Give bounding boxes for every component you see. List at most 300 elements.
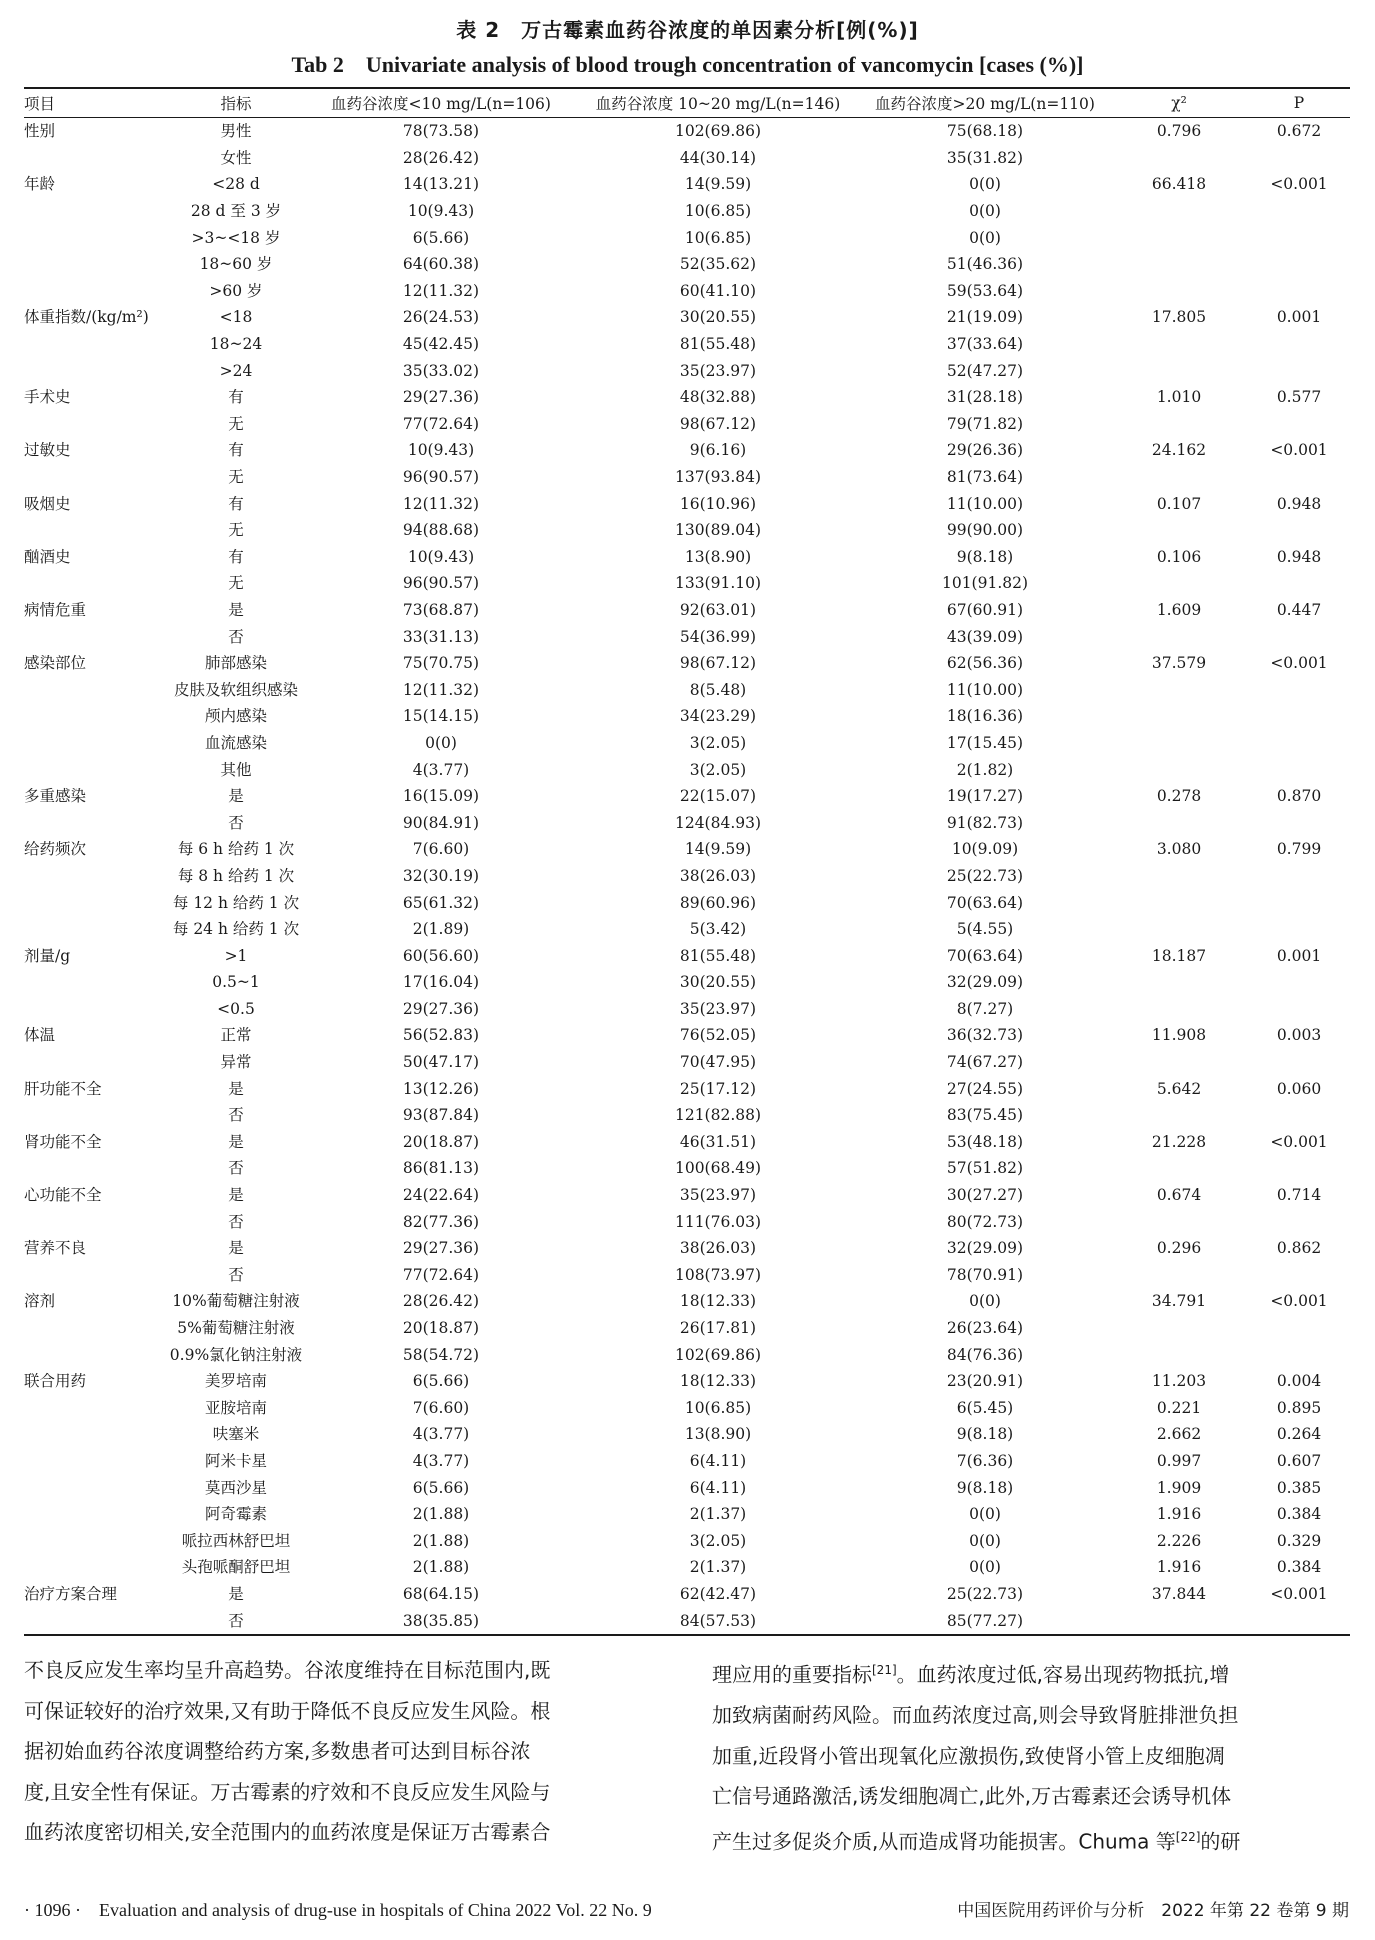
row-item: 病情危重 xyxy=(24,600,87,619)
cell-group-mid: 124(84.93) xyxy=(674,813,762,832)
cell-group-low: 14(13.21) xyxy=(402,175,480,194)
cell-p-value: <0.001 xyxy=(1270,1292,1328,1311)
cell-p-value xyxy=(1248,1102,1350,1129)
citation-ref: [22] xyxy=(1175,1829,1201,1844)
row-item xyxy=(24,517,166,544)
row-indicator: 否 xyxy=(228,1106,244,1125)
row-item: 酗酒史 xyxy=(24,547,71,566)
row-indicator: 莫西沙星 xyxy=(204,1478,267,1497)
cell-group-mid: 2(1.37) xyxy=(689,1505,747,1524)
row-item xyxy=(24,198,166,225)
cell-group-low: 6(5.66) xyxy=(412,228,470,247)
cell-group-low: 29(27.36) xyxy=(402,388,480,407)
cell-chi-square xyxy=(1110,278,1248,305)
cell-group-high: 27(24.55) xyxy=(946,1079,1024,1098)
cell-group-low: 16(15.09) xyxy=(402,787,480,806)
row-indicator: <28 d xyxy=(212,175,260,194)
table-row xyxy=(24,756,1350,783)
table-row xyxy=(24,490,1350,517)
cell-group-low: 65(61.32) xyxy=(402,893,480,912)
table-row xyxy=(24,650,1350,677)
row-indicator: 哌拉西林舒巴坦 xyxy=(181,1531,291,1550)
row-item xyxy=(24,1527,166,1554)
row-indicator: 否 xyxy=(228,1611,244,1630)
row-item: 营养不良 xyxy=(24,1239,87,1258)
cell-p-value: 0.862 xyxy=(1276,1239,1322,1258)
cell-group-low: 28(26.42) xyxy=(402,148,480,167)
row-indicator: 阿米卡星 xyxy=(204,1451,267,1470)
cell-group-mid: 89(60.96) xyxy=(679,893,757,912)
cell-group-mid: 121(82.88) xyxy=(674,1106,762,1125)
table-row xyxy=(24,1315,1350,1342)
cell-group-high: 81(73.64) xyxy=(946,468,1024,487)
cell-group-mid: 48(32.88) xyxy=(679,388,757,407)
row-item xyxy=(24,411,166,438)
row-indicator: 有 xyxy=(228,494,244,513)
cell-group-high: 10(9.09) xyxy=(951,840,1019,859)
row-item: 体重指数/(kg/m²) xyxy=(24,308,149,327)
cell-group-high: 29(26.36) xyxy=(946,441,1024,460)
cell-group-mid: 92(63.01) xyxy=(679,600,757,619)
row-item xyxy=(24,1395,166,1422)
row-item xyxy=(24,863,166,890)
cell-group-low: 20(18.87) xyxy=(402,1132,480,1151)
cell-p-value: 0.447 xyxy=(1276,600,1322,619)
cell-group-low: 24(22.64) xyxy=(402,1186,480,1205)
row-indicator: 每 8 h 给药 1 次 xyxy=(177,866,295,885)
cell-group-mid: 81(55.48) xyxy=(679,335,757,354)
cell-chi-square: 34.791 xyxy=(1151,1292,1207,1311)
cell-chi-square: 1.909 xyxy=(1156,1478,1202,1497)
cell-group-high: 70(63.64) xyxy=(946,893,1024,912)
cell-group-high: 32(29.09) xyxy=(946,1239,1024,1258)
body-right-text: 。血药浓度过低,容易出现药物抵抗,增 xyxy=(896,1662,1230,1687)
cell-group-mid: 26(17.81) xyxy=(679,1319,757,1338)
cell-chi-square xyxy=(1110,969,1248,996)
cell-p-value: 0.895 xyxy=(1276,1398,1322,1417)
cell-group-low: 10(9.43) xyxy=(407,441,475,460)
cell-p-value: 0.384 xyxy=(1276,1558,1322,1577)
row-item: 吸烟史 xyxy=(24,494,71,513)
cell-group-high: 6(5.45) xyxy=(956,1398,1014,1417)
table-row xyxy=(24,224,1350,251)
table-row xyxy=(24,942,1350,969)
cell-p-value: 0.001 xyxy=(1276,946,1322,965)
cell-p-value xyxy=(1248,730,1350,757)
cell-p-value: 0.870 xyxy=(1276,787,1322,806)
body-right-line: 加致病菌耐药风险。而血药浓度过高,则会导致肾脏排泄负担 xyxy=(712,1703,1239,1728)
cell-group-high: 17(15.45) xyxy=(946,733,1024,752)
cell-group-mid: 14(9.59) xyxy=(684,840,752,859)
cell-group-high: 0(0) xyxy=(969,1558,1001,1577)
cell-chi-square xyxy=(1110,756,1248,783)
header-item: 项目 xyxy=(24,95,56,113)
cell-chi-square xyxy=(1110,1049,1248,1076)
cell-group-mid: 130(89.04) xyxy=(674,521,762,540)
row-item: 剂量/g xyxy=(24,946,71,965)
row-indicator: 是 xyxy=(228,787,244,806)
cell-group-high: 8(7.27) xyxy=(956,999,1014,1018)
cell-chi-square: 18.187 xyxy=(1151,946,1207,965)
cell-chi-square: 21.228 xyxy=(1151,1132,1207,1151)
row-item xyxy=(24,1448,166,1475)
footer-journal-cn: 中国医院用药评价与分析 2022 年第 22 卷第 9 期 xyxy=(957,1901,1349,1921)
cell-p-value: <0.001 xyxy=(1270,175,1328,194)
cell-group-mid: 5(3.42) xyxy=(689,920,747,939)
table-row xyxy=(24,969,1350,996)
row-indicator: 是 xyxy=(228,1186,244,1205)
row-item: 肝功能不全 xyxy=(24,1079,102,1098)
table-row xyxy=(24,517,1350,544)
cell-group-mid: 46(31.51) xyxy=(679,1132,757,1151)
row-indicator: 无 xyxy=(228,414,244,433)
row-indicator: 否 xyxy=(228,1159,244,1178)
row-indicator: 无 xyxy=(228,468,244,487)
row-item: 过敏史 xyxy=(24,441,71,460)
table-row xyxy=(24,1554,1350,1581)
cell-chi-square xyxy=(1110,1341,1248,1368)
cell-group-low: 29(27.36) xyxy=(402,999,480,1018)
row-item xyxy=(24,278,166,305)
row-indicator: 是 xyxy=(228,1239,244,1258)
cell-p-value: 0.948 xyxy=(1276,547,1322,566)
cell-chi-square xyxy=(1110,1208,1248,1235)
row-indicator: 每 6 h 给药 1 次 xyxy=(177,840,295,859)
cell-group-high: 7(6.36) xyxy=(956,1451,1014,1470)
row-item: 心功能不全 xyxy=(24,1186,102,1205)
cell-p-value xyxy=(1248,809,1350,836)
cell-group-high: 35(31.82) xyxy=(946,148,1024,167)
row-indicator: 亚胺培南 xyxy=(204,1398,267,1417)
cell-chi-square xyxy=(1110,1315,1248,1342)
table-row xyxy=(24,304,1350,331)
row-item xyxy=(24,1315,166,1342)
row-indicator: 颅内感染 xyxy=(204,707,267,726)
cell-group-mid: 13(8.90) xyxy=(684,547,752,566)
table-row xyxy=(24,570,1350,597)
table-row xyxy=(24,1129,1350,1156)
cell-p-value xyxy=(1248,224,1350,251)
cell-group-low: 56(52.83) xyxy=(402,1026,480,1045)
header-group-low: 血药谷浓度<10 mg/L(n=106) xyxy=(331,95,551,113)
body-right-line: 加重,近段肾小管出现氧化应激损伤,致使肾小管上皮细胞凋 xyxy=(712,1743,1225,1768)
cell-group-high: 25(22.73) xyxy=(946,866,1024,885)
cell-chi-square: 0.107 xyxy=(1156,494,1202,513)
table-row xyxy=(24,863,1350,890)
cell-group-low: 10(9.43) xyxy=(407,202,475,221)
cell-group-high: 53(48.18) xyxy=(946,1132,1024,1151)
cell-chi-square: 0.296 xyxy=(1156,1239,1202,1258)
body-right-line xyxy=(712,1817,1352,1862)
table-row xyxy=(24,1049,1350,1076)
cell-group-high: 43(39.09) xyxy=(946,627,1024,646)
row-item: 性别 xyxy=(24,122,56,141)
table-row xyxy=(24,1341,1350,1368)
cell-group-high: 57(51.82) xyxy=(946,1159,1024,1178)
cell-p-value: <0.001 xyxy=(1270,1584,1328,1603)
cell-group-high: 59(53.64) xyxy=(946,281,1024,300)
cell-group-low: 73(68.87) xyxy=(402,600,480,619)
cell-group-low: 7(6.60) xyxy=(412,840,470,859)
cell-chi-square: 1.916 xyxy=(1156,1505,1202,1524)
row-item xyxy=(24,145,166,172)
citation-ref: [21] xyxy=(872,1663,897,1677)
cell-group-mid: 6(4.11) xyxy=(689,1478,747,1497)
cell-group-low: 29(27.36) xyxy=(402,1239,480,1258)
cell-group-low: 60(56.60) xyxy=(402,946,480,965)
cell-group-high: 99(90.00) xyxy=(946,521,1024,540)
table-row xyxy=(24,278,1350,305)
row-item: 治疗方案合理 xyxy=(24,1584,118,1603)
cell-group-high: 70(63.64) xyxy=(946,946,1024,965)
cell-group-high: 51(46.36) xyxy=(946,255,1024,274)
row-item xyxy=(24,1049,166,1076)
cell-chi-square: 0.796 xyxy=(1156,122,1202,141)
cell-group-low: 33(31.13) xyxy=(402,627,480,646)
cell-group-high: 91(82.73) xyxy=(946,813,1024,832)
cell-chi-square: 66.418 xyxy=(1151,175,1207,194)
cell-p-value xyxy=(1248,1155,1350,1182)
row-indicator: 异常 xyxy=(220,1053,252,1072)
cell-p-value xyxy=(1248,464,1350,491)
row-indicator: 28 d 至 3 岁 xyxy=(190,202,282,221)
cell-group-mid: 25(17.12) xyxy=(679,1079,757,1098)
table-row xyxy=(24,703,1350,730)
row-indicator: 10%葡萄糖注射液 xyxy=(172,1292,300,1311)
row-item xyxy=(24,1262,166,1289)
cell-group-low: 68(64.15) xyxy=(402,1584,480,1603)
cell-group-mid: 44(30.14) xyxy=(679,148,757,167)
row-item xyxy=(24,1102,166,1129)
table-row xyxy=(24,1607,1350,1635)
cell-group-mid: 81(55.48) xyxy=(679,946,757,965)
cell-chi-square: 3.080 xyxy=(1156,840,1202,859)
cell-chi-square xyxy=(1110,464,1248,491)
table-title-en: Tab 2 Univariate analysis of blood trough concentration of vancomycin [cases (%)] xyxy=(291,52,1084,77)
cell-group-high: 0(0) xyxy=(969,175,1001,194)
cell-p-value xyxy=(1248,1262,1350,1289)
row-indicator: <18 xyxy=(219,308,253,327)
cell-p-value xyxy=(1248,996,1350,1023)
cell-group-high: 18(16.36) xyxy=(946,707,1024,726)
row-indicator: 肺部感染 xyxy=(204,654,267,673)
cell-group-low: 77(72.64) xyxy=(402,414,480,433)
cell-group-high: 0(0) xyxy=(969,202,1001,221)
row-indicator: 有 xyxy=(228,441,244,460)
cell-chi-square: 24.162 xyxy=(1151,441,1207,460)
cell-chi-square xyxy=(1110,623,1248,650)
table-row xyxy=(24,1474,1350,1501)
cell-group-high: 5(4.55) xyxy=(956,920,1014,939)
header-group-high: 血药谷浓度>20 mg/L(n=110) xyxy=(875,95,1095,113)
table-row xyxy=(24,1527,1350,1554)
row-indicator: 每 12 h 给药 1 次 xyxy=(172,893,300,912)
cell-chi-square xyxy=(1110,703,1248,730)
cell-chi-square: 1.916 xyxy=(1156,1558,1202,1577)
cell-p-value xyxy=(1248,1315,1350,1342)
cell-p-value xyxy=(1248,1049,1350,1076)
cell-group-mid: 30(20.55) xyxy=(679,308,757,327)
row-item: 联合用药 xyxy=(24,1372,87,1391)
row-indicator: <0.5 xyxy=(217,999,255,1018)
row-indicator: 美罗培南 xyxy=(204,1372,267,1391)
row-indicator: >60 岁 xyxy=(209,281,263,300)
row-indicator: >24 xyxy=(219,361,253,380)
cell-p-value: 0.001 xyxy=(1276,308,1322,327)
cell-group-low: 50(47.17) xyxy=(402,1053,480,1072)
cell-group-low: 0(0) xyxy=(425,733,457,752)
cell-group-mid: 70(47.95) xyxy=(679,1053,757,1072)
cell-p-value xyxy=(1248,623,1350,650)
cell-chi-square xyxy=(1110,145,1248,172)
cell-group-low: 58(54.72) xyxy=(402,1345,480,1364)
cell-p-value: 0.264 xyxy=(1276,1425,1322,1444)
cell-chi-square: 0.674 xyxy=(1156,1186,1202,1205)
cell-chi-square xyxy=(1110,357,1248,384)
body-left-line: 据初始血药谷浓度调整给药方案,多数患者可达到目标谷浓 xyxy=(24,1739,531,1763)
table-row xyxy=(24,1235,1350,1262)
cell-group-mid: 100(68.49) xyxy=(674,1159,762,1178)
cell-group-low: 2(1.88) xyxy=(412,1558,470,1577)
cell-p-value xyxy=(1248,863,1350,890)
cell-group-mid: 35(23.97) xyxy=(679,1186,757,1205)
table-row xyxy=(24,783,1350,810)
row-indicator: 皮肤及软组织感染 xyxy=(173,680,298,699)
table-row xyxy=(24,836,1350,863)
row-indicator: >1 xyxy=(224,946,248,965)
row-item: 体温 xyxy=(24,1026,56,1045)
header-group-mid: 血药谷浓度 10~20 mg/L(n=146) xyxy=(595,95,841,113)
row-indicator: 女性 xyxy=(220,148,252,167)
cell-group-mid: 9(6.16) xyxy=(689,441,747,460)
cell-group-mid: 10(6.85) xyxy=(684,228,752,247)
cell-chi-square xyxy=(1110,1607,1248,1635)
cell-group-high: 67(60.91) xyxy=(946,600,1024,619)
row-item xyxy=(24,969,166,996)
row-item xyxy=(24,889,166,916)
cell-group-mid: 18(12.33) xyxy=(679,1372,757,1391)
row-item xyxy=(24,251,166,278)
row-item xyxy=(24,676,166,703)
row-item xyxy=(24,1474,166,1501)
cell-group-high: 78(70.91) xyxy=(946,1265,1024,1284)
row-indicator: 有 xyxy=(228,547,244,566)
row-item xyxy=(24,916,166,943)
row-indicator: 血流感染 xyxy=(204,733,267,752)
cell-group-high: 52(47.27) xyxy=(946,361,1024,380)
table-row xyxy=(24,1102,1350,1129)
cell-group-high: 75(68.18) xyxy=(946,122,1024,141)
univariate-table xyxy=(24,87,1350,1636)
cell-p-value: 0.607 xyxy=(1276,1451,1322,1470)
cell-chi-square: 37.844 xyxy=(1151,1584,1207,1603)
row-item xyxy=(24,1554,166,1581)
table-row xyxy=(24,331,1350,358)
cell-group-low: 96(90.57) xyxy=(402,574,480,593)
cell-p-value xyxy=(1248,1208,1350,1235)
cell-group-mid: 34(23.29) xyxy=(679,707,757,726)
cell-group-mid: 38(26.03) xyxy=(679,1239,757,1258)
cell-p-value xyxy=(1248,676,1350,703)
row-item xyxy=(24,756,166,783)
cell-group-mid: 98(67.12) xyxy=(679,414,757,433)
cell-chi-square: 37.579 xyxy=(1151,654,1207,673)
row-indicator: 有 xyxy=(228,388,244,407)
cell-chi-square xyxy=(1110,1155,1248,1182)
cell-group-high: 0(0) xyxy=(969,1505,1001,1524)
table-row xyxy=(24,916,1350,943)
cell-p-value: 0.799 xyxy=(1276,840,1322,859)
cell-group-high: 26(23.64) xyxy=(946,1319,1024,1338)
table-row xyxy=(24,623,1350,650)
cell-group-mid: 8(5.48) xyxy=(689,680,747,699)
cell-group-high: 9(8.18) xyxy=(956,1425,1014,1444)
table-row xyxy=(24,544,1350,571)
row-indicator: 0.5~1 xyxy=(212,973,260,992)
row-item xyxy=(24,464,166,491)
cell-group-mid: 111(76.03) xyxy=(674,1212,762,1231)
cell-group-mid: 137(93.84) xyxy=(674,468,762,487)
cell-p-value xyxy=(1248,570,1350,597)
cell-group-high: 101(91.82) xyxy=(941,574,1029,593)
cell-group-high: 84(76.36) xyxy=(946,1345,1024,1364)
cell-p-value: 0.385 xyxy=(1276,1478,1322,1497)
cell-chi-square: 0.106 xyxy=(1156,547,1202,566)
cell-group-low: 45(42.45) xyxy=(402,335,480,354)
cell-p-value: 0.003 xyxy=(1276,1026,1322,1045)
cell-group-low: 96(90.57) xyxy=(402,468,480,487)
table-row xyxy=(24,1395,1350,1422)
table-row xyxy=(24,1155,1350,1182)
cell-group-high: 30(27.27) xyxy=(946,1186,1024,1205)
cell-chi-square: 11.203 xyxy=(1151,1372,1207,1391)
table-row xyxy=(24,730,1350,757)
row-indicator: 呋塞米 xyxy=(212,1425,260,1444)
cell-group-high: 11(10.00) xyxy=(946,494,1024,513)
cell-chi-square xyxy=(1110,251,1248,278)
cell-group-low: 10(9.43) xyxy=(407,547,475,566)
row-item xyxy=(24,224,166,251)
cell-group-low: 35(33.02) xyxy=(402,361,480,380)
cell-p-value xyxy=(1248,969,1350,996)
cell-group-mid: 14(9.59) xyxy=(684,175,752,194)
table-row xyxy=(24,809,1350,836)
cell-chi-square xyxy=(1110,1102,1248,1129)
cell-chi-square: 5.642 xyxy=(1156,1079,1202,1098)
row-item xyxy=(24,1501,166,1528)
cell-chi-square xyxy=(1110,996,1248,1023)
row-indicator: 阿奇霉素 xyxy=(204,1505,267,1524)
row-indicator: 是 xyxy=(228,600,244,619)
cell-group-low: 64(60.38) xyxy=(402,255,480,274)
body-left-line: 不良反应发生率均呈升高趋势。谷浓度维持在目标范围内,既 xyxy=(24,1658,551,1682)
cell-p-value xyxy=(1248,1341,1350,1368)
cell-p-value: 0.329 xyxy=(1276,1531,1322,1550)
cell-p-value xyxy=(1248,331,1350,358)
cell-group-high: 74(67.27) xyxy=(946,1053,1024,1072)
cell-group-high: 36(32.73) xyxy=(946,1026,1024,1045)
table-row xyxy=(24,1581,1350,1608)
cell-group-high: 85(77.27) xyxy=(946,1611,1024,1630)
cell-group-low: 12(11.32) xyxy=(402,680,480,699)
row-item xyxy=(24,357,166,384)
cell-chi-square: 2.662 xyxy=(1156,1425,1202,1444)
row-item xyxy=(24,996,166,1023)
row-item: 溶剂 xyxy=(24,1292,56,1311)
cell-group-mid: 3(2.05) xyxy=(689,1531,747,1550)
row-indicator: 是 xyxy=(228,1079,244,1098)
row-item: 年龄 xyxy=(24,175,56,194)
